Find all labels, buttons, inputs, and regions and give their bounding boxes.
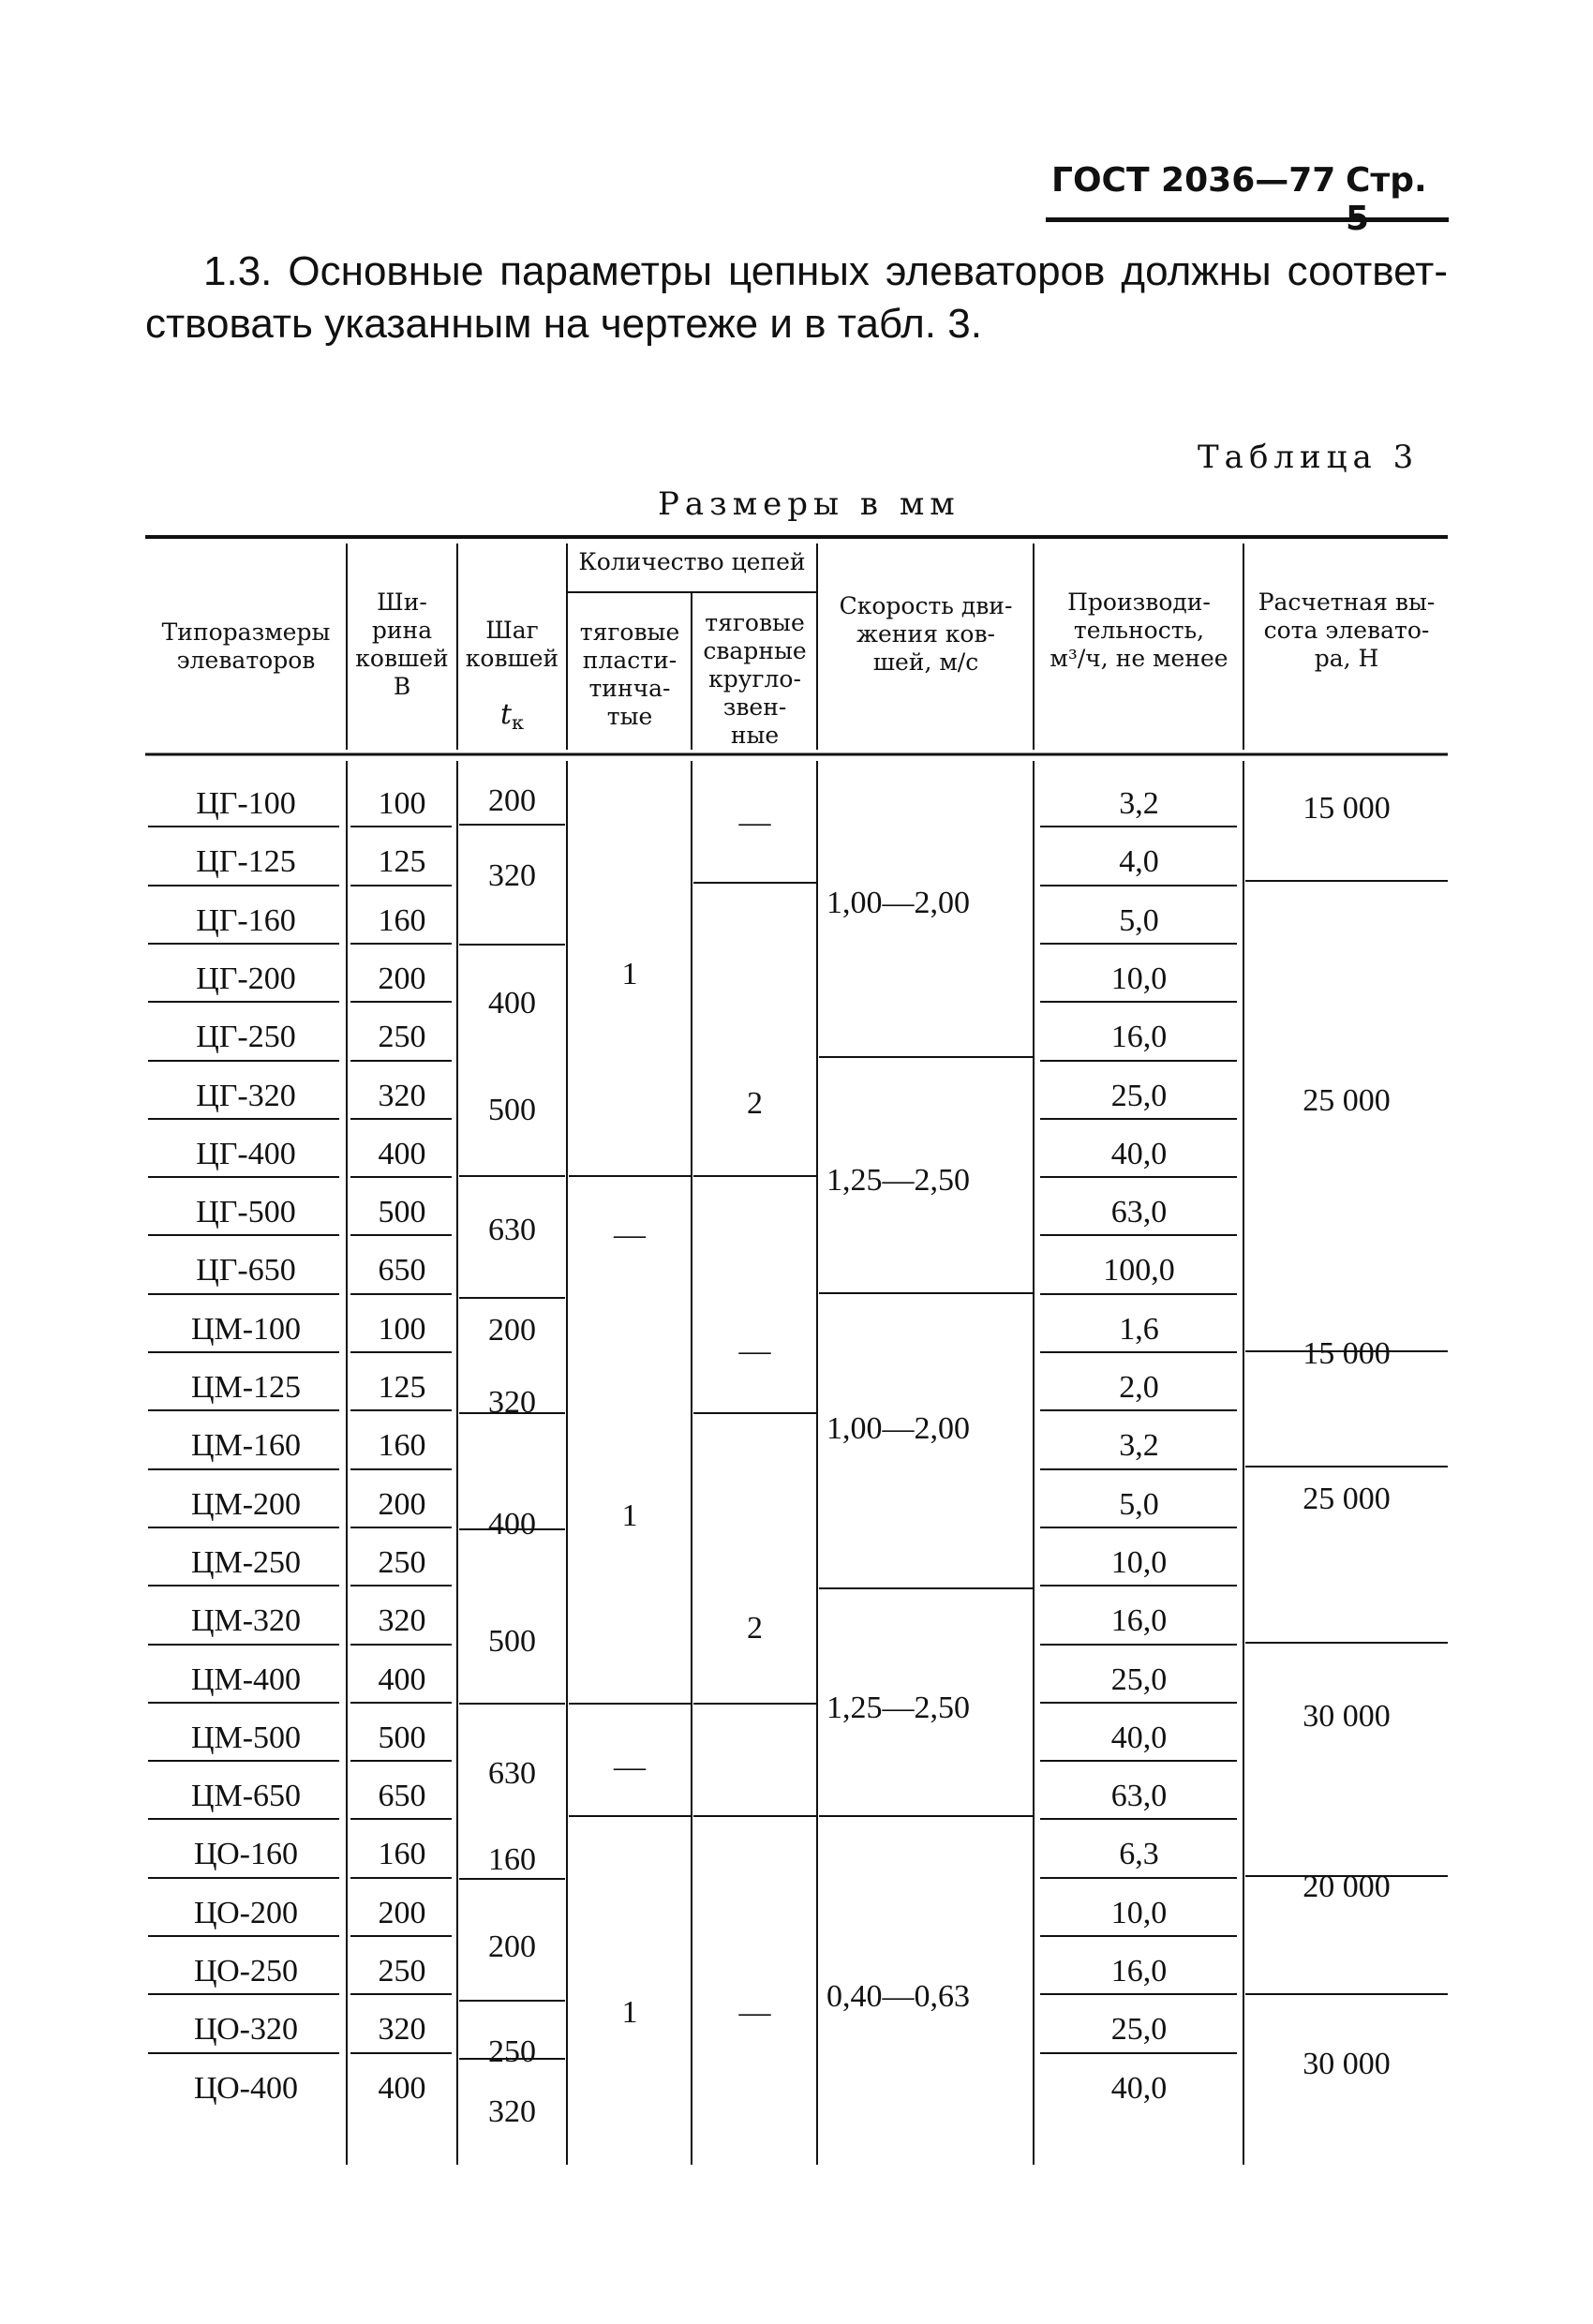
- type-cell: ЦМ-100: [190, 1312, 302, 1347]
- type-cell: ЦО-200: [194, 1896, 298, 1930]
- width-cell: 320: [378, 2012, 426, 2047]
- pitch-cell: 320: [488, 2094, 536, 2129]
- capacity-cell: 63,0: [1110, 1779, 1168, 1813]
- capacity-cell: 10,0: [1110, 1545, 1168, 1580]
- width-cell: 200: [378, 1896, 426, 1930]
- width-cell: 125: [378, 1370, 426, 1405]
- pitch-cell: 320: [488, 858, 536, 893]
- type-cell: ЦГ-500: [196, 1195, 296, 1229]
- width-cell: 125: [378, 844, 426, 879]
- table-number: Таблица 3: [1198, 439, 1420, 476]
- speed-cell: 0,40—0,63: [826, 1979, 970, 2014]
- type-cell: ЦГ-100: [196, 786, 296, 821]
- speed-cell: 1,00—2,00: [826, 886, 970, 920]
- type-cell: ЦГ-160: [196, 903, 296, 938]
- pitch-cell: 630: [488, 1213, 536, 1247]
- chains-plate-cell: —: [614, 1217, 646, 1252]
- capacity-cell: 5,0: [1119, 1487, 1159, 1522]
- width-cell: 160: [378, 1428, 426, 1463]
- type-cell: ЦМ-320: [190, 1603, 302, 1638]
- pitch-cell: 200: [488, 1313, 536, 1348]
- capacity-cell: 63,0: [1110, 1195, 1168, 1229]
- type-cell: ЦГ-200: [196, 961, 296, 996]
- pitch-cell: 500: [488, 1624, 536, 1659]
- type-cell: ЦГ-650: [196, 1253, 296, 1288]
- width-cell: 200: [378, 961, 426, 996]
- pitch-cell: 200: [488, 783, 536, 818]
- type-cell: ЦО-320: [194, 2012, 298, 2047]
- height-cell: 30 000: [1303, 1699, 1391, 1734]
- width-cell: 250: [378, 1020, 426, 1054]
- header-pitch: [459, 588, 565, 737]
- chains-plate-cell: 1: [621, 1995, 638, 2030]
- capacity-cell: 25,0: [1110, 2012, 1168, 2047]
- page-number: Стр. 5: [1346, 161, 1427, 238]
- type-cell: ЦМ-400: [190, 1662, 302, 1697]
- type-cell: ЦГ-125: [196, 844, 296, 879]
- capacity-cell: 16,0: [1110, 1020, 1168, 1054]
- header-speed: Скорость дви- жения ков- шей, м/с: [839, 592, 1013, 676]
- chains-round-cell: 2: [747, 1611, 763, 1646]
- header-height: Расчетная вы- сота элевато- ра, H: [1258, 588, 1436, 672]
- type-cell: ЦМ-650: [190, 1779, 302, 1813]
- chains-round-cell: 2: [747, 1086, 763, 1121]
- pitch-cell: 160: [488, 1842, 536, 1877]
- type-cell: ЦО-400: [194, 2071, 298, 2106]
- capacity-cell: 40,0: [1110, 1137, 1168, 1171]
- height-cell: 15 000: [1303, 1336, 1391, 1371]
- width-cell: 650: [378, 1779, 426, 1813]
- capacity-cell: 16,0: [1110, 1603, 1168, 1638]
- type-cell: ЦГ-400: [196, 1137, 296, 1171]
- pitch-cell: 250: [488, 2034, 536, 2069]
- capacity-cell: 40,0: [1110, 2071, 1168, 2106]
- height-cell: 15 000: [1303, 791, 1391, 826]
- type-cell: ЦМ-250: [190, 1545, 302, 1580]
- speed-cell: 1,00—2,00: [826, 1411, 970, 1446]
- chains-plate-cell: 1: [621, 957, 638, 991]
- width-cell: 160: [378, 903, 426, 938]
- header-chains-round: тяговые сварные кругло- звен- ные: [703, 609, 807, 749]
- capacity-cell: 16,0: [1110, 1954, 1168, 1989]
- width-cell: 500: [378, 1721, 426, 1755]
- type-cell: ЦО-160: [194, 1837, 298, 1871]
- width-cell: 160: [378, 1837, 426, 1871]
- pitch-cell: 320: [488, 1385, 536, 1420]
- capacity-cell: 3,2: [1119, 1428, 1159, 1463]
- header-chains: Количество цепей: [578, 548, 806, 575]
- chains-round-cell: —: [738, 805, 771, 840]
- header-pitch-label: Шаг ковшей: [465, 617, 559, 672]
- speed-cell: 1,25—2,50: [826, 1163, 970, 1198]
- header-pitch-subscript: к: [512, 711, 525, 734]
- capacity-cell: 10,0: [1110, 1896, 1168, 1930]
- chains-plate-cell: 1: [621, 1498, 638, 1533]
- header-type: Типоразмеры элеваторов: [161, 618, 331, 674]
- width-cell: 650: [378, 1253, 426, 1288]
- capacity-cell: 25,0: [1110, 1662, 1168, 1697]
- capacity-cell: 25,0: [1110, 1079, 1168, 1113]
- capacity-cell: 40,0: [1110, 1721, 1168, 1755]
- capacity-cell: 10,0: [1110, 961, 1168, 996]
- type-cell: ЦМ-160: [190, 1428, 302, 1463]
- height-cell: 25 000: [1303, 1083, 1391, 1118]
- height-cell: 25 000: [1303, 1482, 1391, 1516]
- paragraph-line: ствовать указанным на чертеже и в табл. 3.: [145, 301, 982, 347]
- capacity-cell: 2,0: [1119, 1370, 1159, 1405]
- type-cell: ЦМ-200: [190, 1487, 302, 1522]
- table-units-note: Размеры в мм: [658, 485, 960, 523]
- chains-round-cell: —: [738, 1333, 771, 1368]
- width-cell: 100: [378, 786, 426, 821]
- capacity-cell: 4,0: [1119, 844, 1159, 879]
- height-cell: 20 000: [1303, 1870, 1391, 1904]
- type-cell: ЦГ-250: [196, 1020, 296, 1054]
- type-cell: ЦГ-320: [196, 1079, 296, 1113]
- width-cell: 100: [378, 1312, 426, 1347]
- speed-cell: 1,25—2,50: [826, 1691, 970, 1725]
- capacity-cell: 3,2: [1119, 786, 1159, 821]
- header-chains-plate: тяговые пласти- тинча- тые: [579, 618, 680, 730]
- pitch-cell: 400: [488, 986, 536, 1020]
- width-cell: 400: [378, 1137, 426, 1171]
- width-cell: 250: [378, 1545, 426, 1580]
- type-cell: ЦМ-125: [190, 1370, 302, 1405]
- width-cell: 200: [378, 1487, 426, 1522]
- type-cell: ЦО-250: [194, 1954, 298, 1989]
- chains-plate-cell: —: [614, 1750, 646, 1784]
- capacity-cell: 1,6: [1119, 1312, 1159, 1347]
- width-cell: 400: [378, 2071, 426, 2106]
- width-cell: 500: [378, 1195, 426, 1229]
- paragraph-line: 1.3. Основные параметры цепных элеваторов должны соответ-: [203, 248, 1448, 294]
- capacity-cell: 5,0: [1119, 903, 1159, 938]
- capacity-cell: 6,3: [1119, 1837, 1159, 1871]
- width-cell: 320: [378, 1603, 426, 1638]
- height-cell: 30 000: [1303, 2047, 1391, 2081]
- pitch-cell: 500: [488, 1093, 536, 1127]
- pitch-cell: 630: [488, 1756, 536, 1791]
- header-width: Ши- рина ковшей B: [355, 588, 449, 700]
- chains-round-cell: —: [738, 1995, 771, 2030]
- width-cell: 250: [378, 1954, 426, 1989]
- pitch-cell: 200: [488, 1929, 536, 1964]
- document-number: ГОСТ 2036—77: [1051, 161, 1336, 200]
- pitch-cell: 400: [488, 1507, 536, 1542]
- type-cell: ЦМ-500: [190, 1721, 302, 1755]
- header-pitch-symbol: t: [499, 698, 513, 731]
- capacity-cell: 100,0: [1103, 1253, 1175, 1288]
- header-capacity: Производи- тельность, м³/ч, не менее: [1050, 588, 1228, 672]
- width-cell: 320: [378, 1079, 426, 1113]
- width-cell: 400: [378, 1662, 426, 1697]
